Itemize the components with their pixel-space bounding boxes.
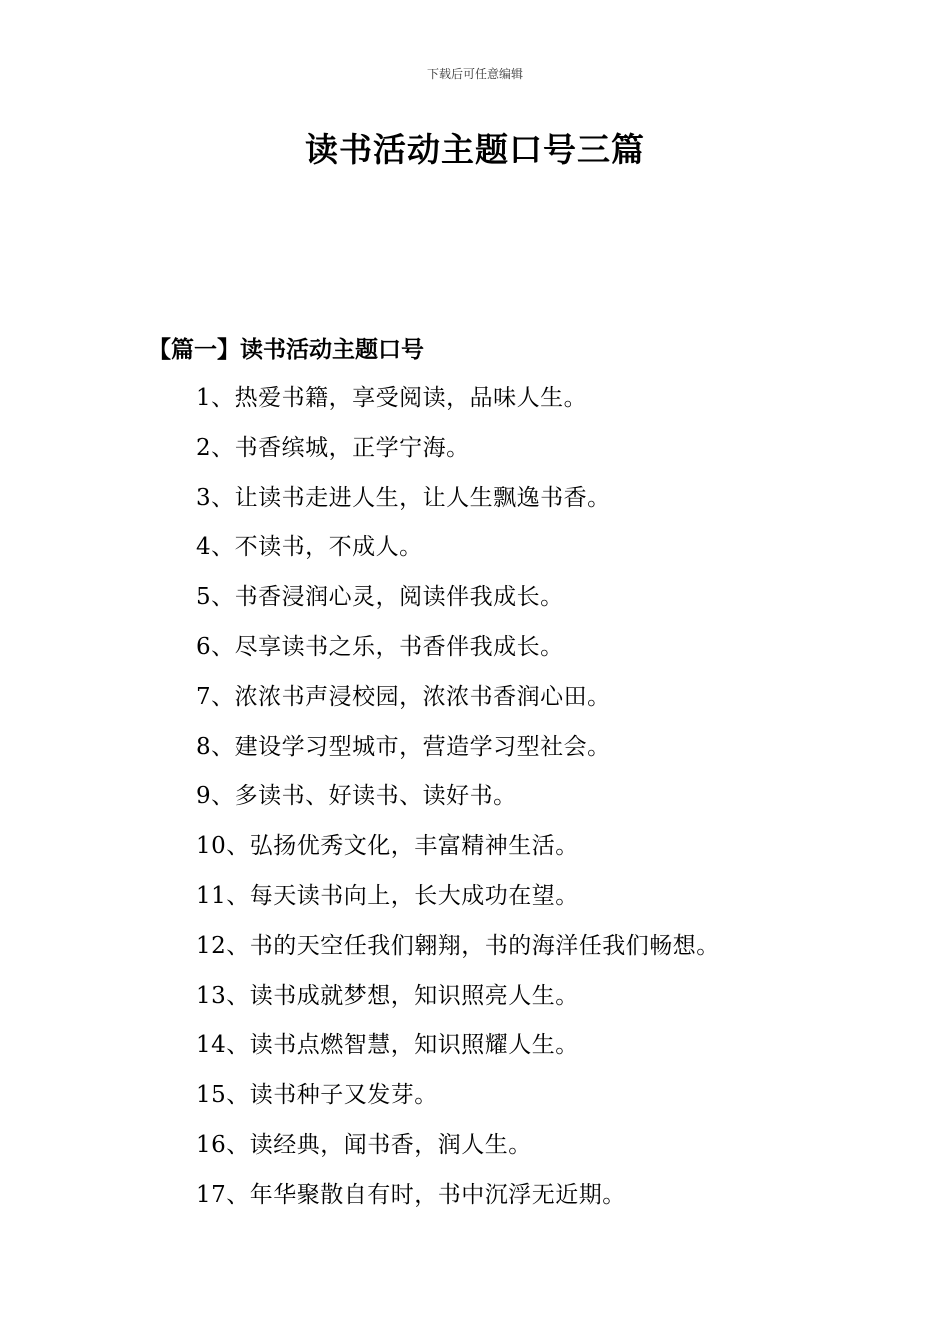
slogan-item: 12、书的天空任我们翱翔，书的海洋任我们畅想。 (196, 932, 720, 959)
slogan-item: 10、弘扬优秀文化，丰富精神生活。 (196, 833, 579, 860)
slogan-item: 2、书香缤城，正学宁海。 (196, 434, 470, 461)
slogan-item: 5、书香浸润心灵，阅读伴我成长。 (196, 584, 564, 611)
slogan-item: 3、让读书走进人生，让人生飘逸书香。 (196, 484, 611, 511)
slogan-list (196, 378, 720, 1225)
slogan-item: 7、浓浓书声浸校园，浓浓书香润心田。 (196, 683, 611, 710)
slogan-item: 16、读经典，闻书香，润人生。 (196, 1131, 532, 1158)
slogan-item: 1、热爱书籍，享受阅读，品味人生。 (196, 385, 588, 411)
slogan-item: 15、读书种子又发芽。 (196, 1082, 438, 1109)
header-note: 下载后可任意编辑 (426, 67, 523, 81)
slogan-item: 14、读书点燃智慧，知识照耀人生。 (196, 1032, 579, 1059)
slogan-item: 4、不读书，不成人。 (196, 534, 423, 561)
slogan-item: 6、尽享读书之乐，书香伴我成长。 (196, 633, 564, 660)
slogan-item: 11、每天读书向上，长大成功在望。 (196, 882, 579, 909)
slogan-item: 13、读书成就梦想，知识照亮人生。 (196, 982, 579, 1009)
slogan-item: 9、多读书、好读书、读好书。 (196, 783, 517, 810)
document-title: 读书活动主题口号三篇 (305, 130, 645, 169)
slogan-item: 17、年华聚散自有时，书中沉浮无近期。 (196, 1181, 626, 1208)
section-heading: 【篇一】读书活动主题口号 (148, 336, 424, 363)
slogan-item: 8、建设学习型城市，营造学习型社会。 (196, 733, 611, 760)
